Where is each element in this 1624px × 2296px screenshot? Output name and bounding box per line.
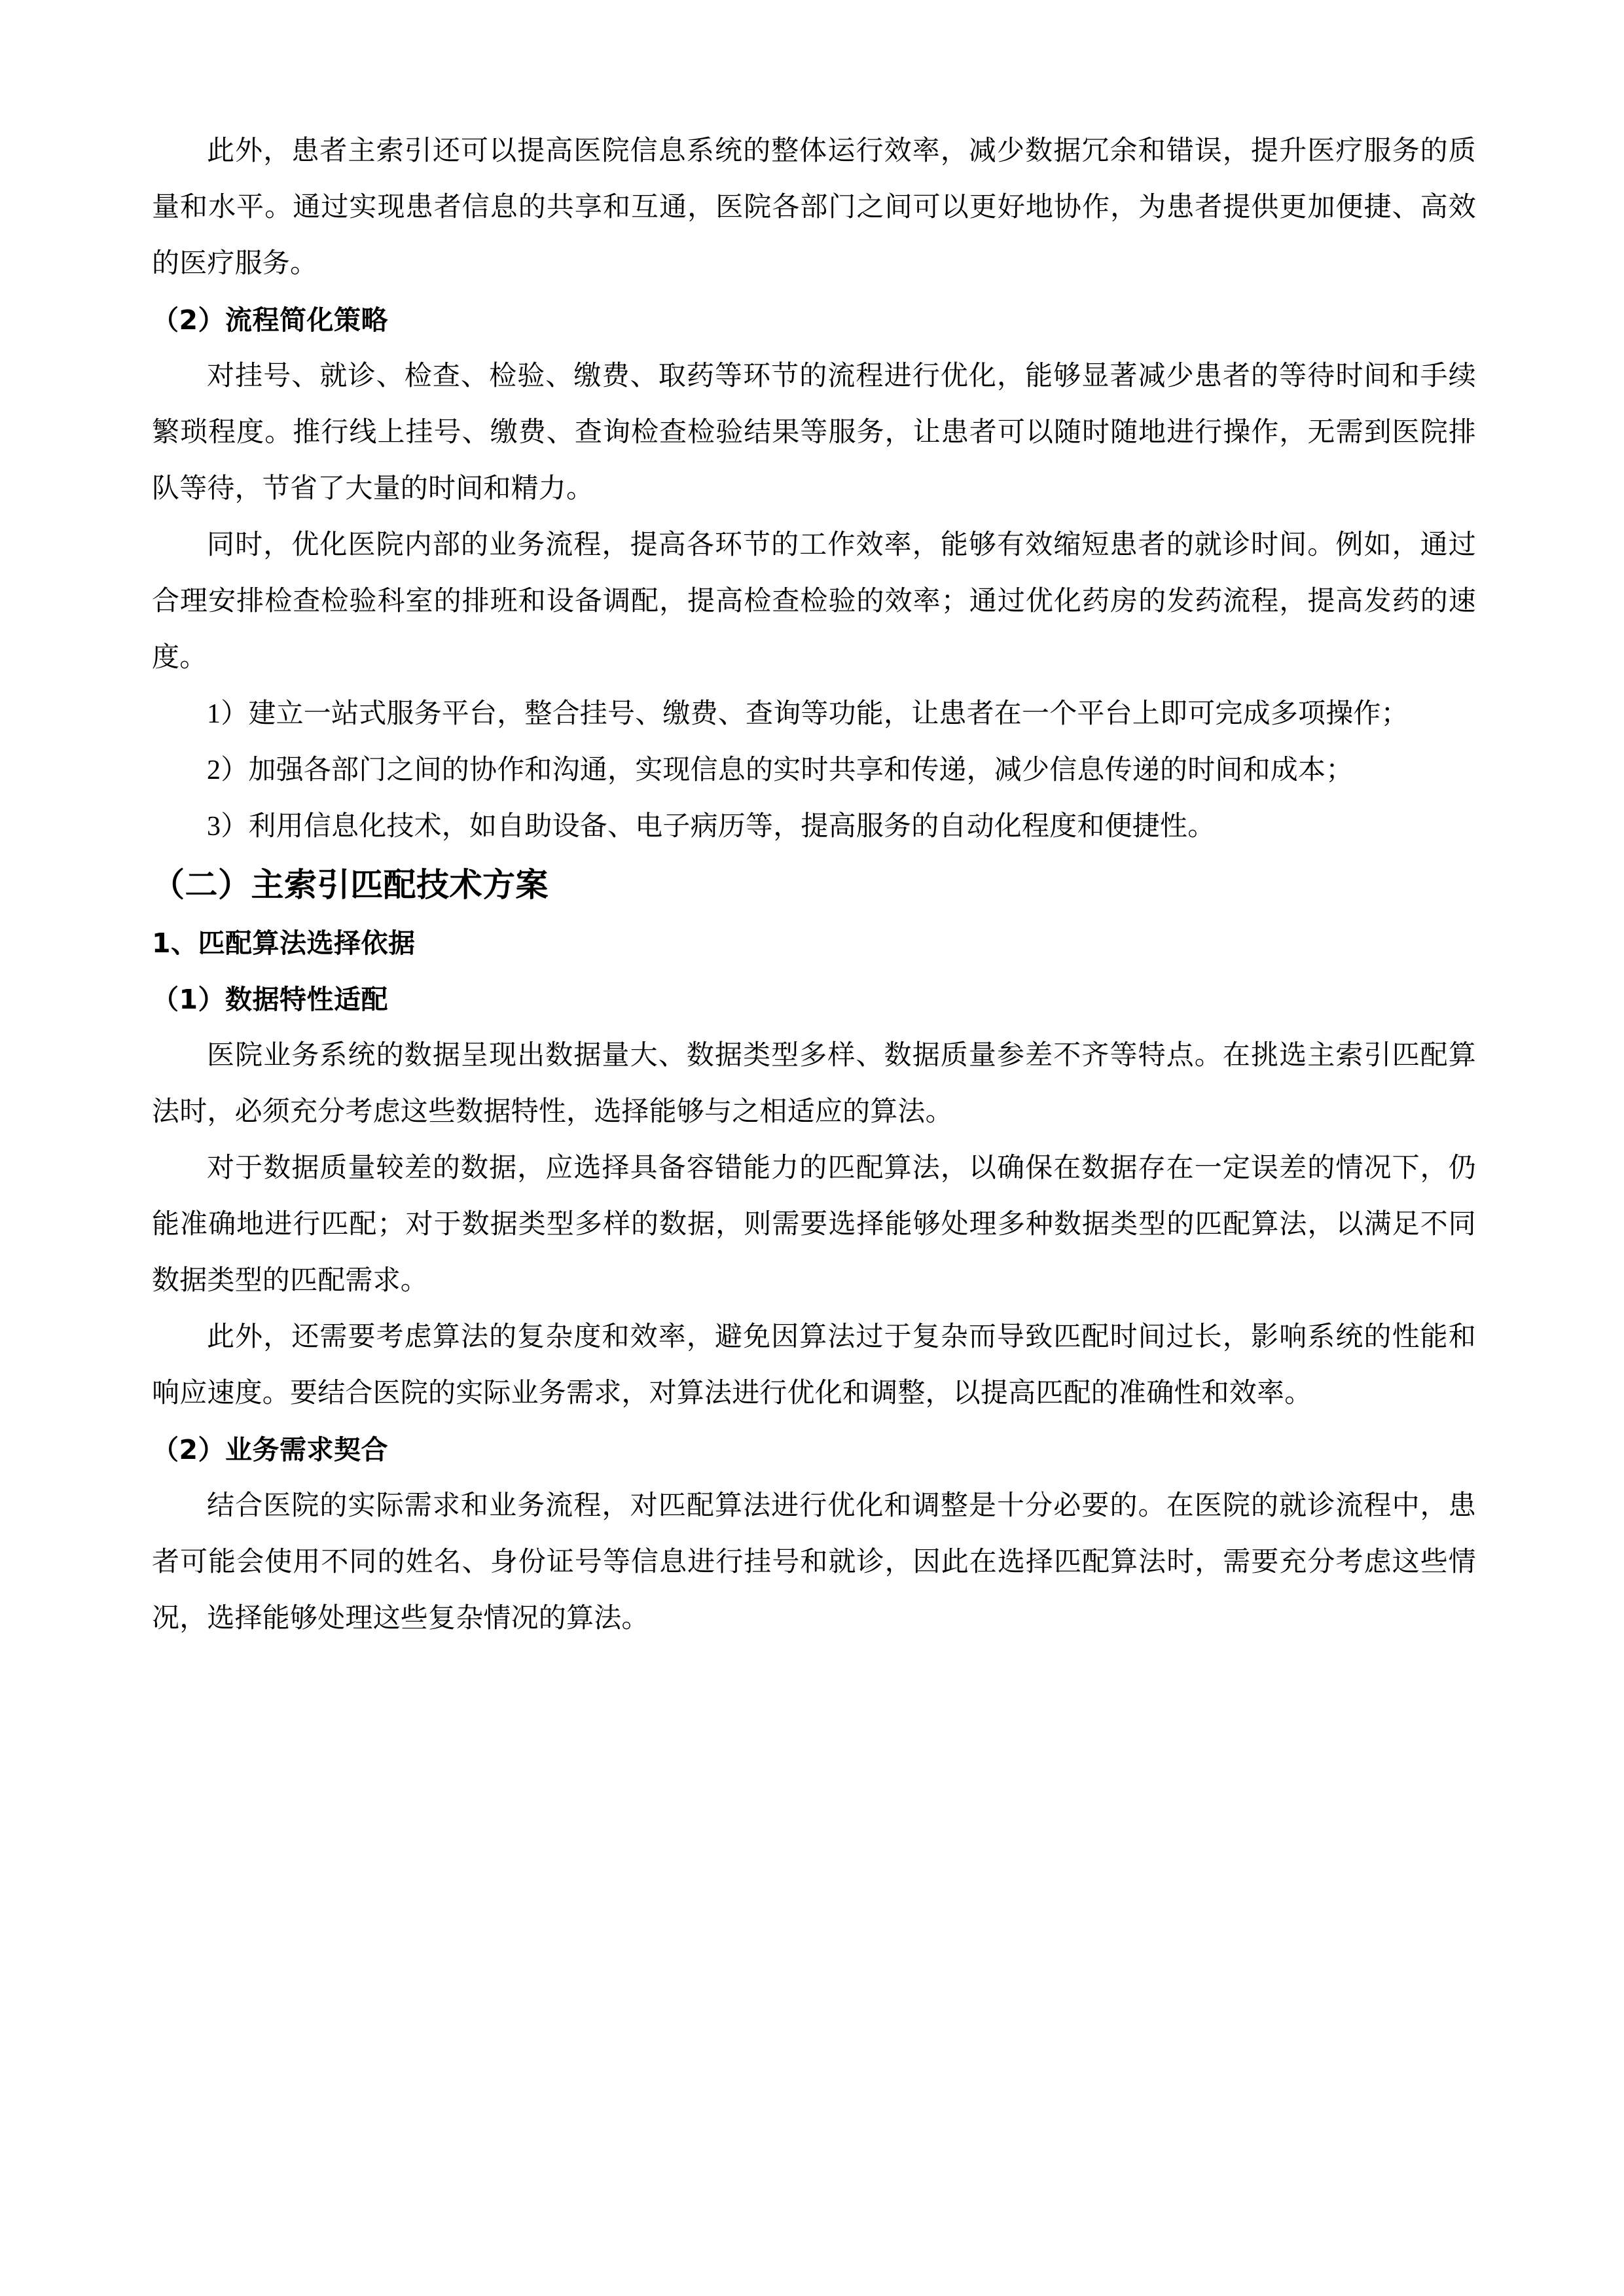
list-item-one-stop-platform: 1）建立一站式服务平台，整合挂号、缴费、查询等功能，让患者在一个平台上即可完成多项操作； — [207, 699, 1409, 729]
list-item-department-collaboration: 2）加强各部门之间的协作和沟通，实现信息的实时共享和传递，减少信息传递的时间和成本； — [207, 755, 1354, 785]
paragraph-business-process-alignment: 结合医院的实际需求和业务流程，对匹配算法进行优化和调整是十分必要的。在医院的就诊流程中，患者可能会使用不同的姓名、身份证号等信息进行挂号和就诊，因此在选择匹配算法时，需要充分考虑这些情况，选择能够处理这些复杂情况的算法。 — [152, 1491, 1476, 1634]
paragraph-process-optimization: 对挂号、就诊、检查、检验、缴费、取药等环节的流程进行优化，能够显著减少患者的等待时间和手续繁琐程度。推行线上挂号、缴费、查询检查检验结果等服务，让患者可以随时随地进行操作，无需到医院排队等待，节省了大量的时间和精力。 — [152, 361, 1476, 504]
paragraph-fault-tolerant-algorithms: 对于数据质量较差的数据，应选择具备容错能力的匹配算法，以确保在数据存在一定误差的情况下，仍能准确地进行匹配；对于数据类型多样的数据，则需要选择能够处理多种数据类型的匹配算法，以满足不同数据类型的匹配需求。 — [152, 1153, 1476, 1296]
paragraph-hospital-data-characteristics: 医院业务系统的数据呈现出数据量大、数据类型多样、数据质量参差不齐等特点。在挑选主索引匹配算法时，必须充分考虑这些数据特性，选择能够与之相适应的算法。 — [152, 1041, 1476, 1127]
heading-process-simplification-strategy: （2）流程简化策略 — [152, 304, 389, 336]
list-item-informatization-technology: 3）利用信息化技术，如自助设备、电子病历等，提高服务的自动化程度和便捷性。 — [207, 812, 1216, 842]
paragraph-internal-workflow: 同时，优化医院内部的业务流程，提高各环节的工作效率，能够有效缩短患者的就诊时间。例如，通过合理安排检查检验科室的排班和设备调配，提高检查检验的效率；通过优化药房的发药流程，提高发药的速度。 — [152, 530, 1476, 673]
heading-data-characteristics-adaptation: （1）数据特性适配 — [152, 984, 389, 1015]
paragraph-algorithm-complexity-efficiency: 此外，还需要考虑算法的复杂度和效率，避免因算法过于复杂而导致匹配时间过长，影响系统的性能和响应速度。要结合医院的实际业务需求，对算法进行优化和调整，以提高匹配的准确性和效率。 — [152, 1322, 1476, 1408]
paragraph-additional-benefits: 此外，患者主索引还可以提高医院信息系统的整体运行效率，减少数据冗余和错误，提升医疗服务的质量和水平。通过实现患者信息的共享和互通，医院各部门之间可以更好地协作，为患者提供更加便捷、高效的医疗服务。 — [152, 136, 1476, 279]
heading-algorithm-selection-basis: 1、匹配算法选择依据 — [152, 927, 416, 959]
heading-business-requirement-fit: （2）业务需求契合 — [152, 1434, 389, 1465]
document-body-column — [152, 123, 1476, 1647]
heading-master-index-matching-technical-plan: （二）主索引匹配技术方案 — [152, 866, 549, 904]
